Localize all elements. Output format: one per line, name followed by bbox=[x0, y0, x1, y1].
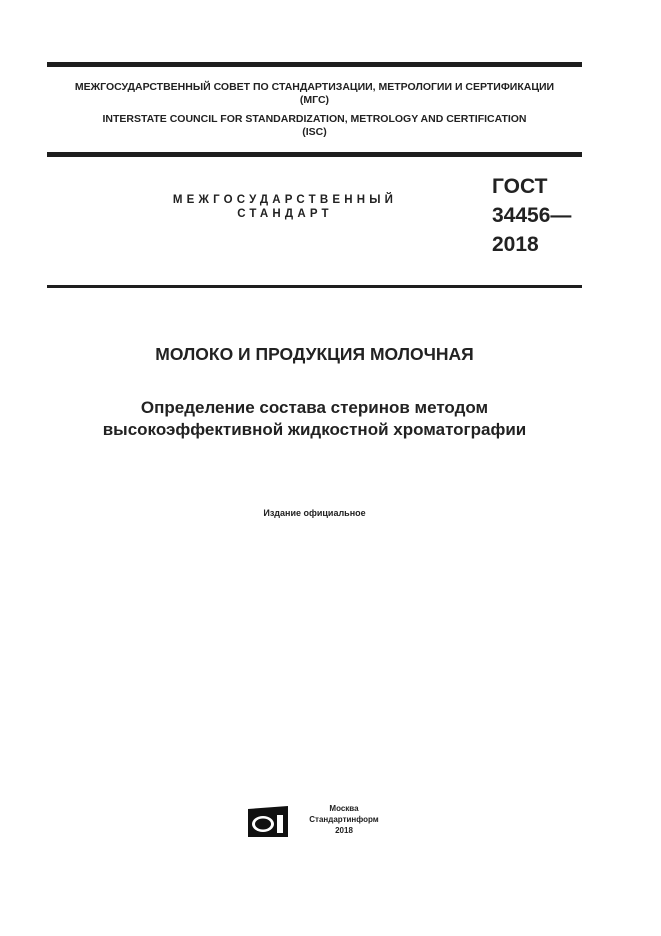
publisher-name: Стандартинформ bbox=[309, 815, 379, 824]
gost-number: 34456— bbox=[492, 204, 572, 227]
council-en-abbr: (ISC) bbox=[302, 126, 327, 138]
document-title: МОЛОКО И ПРОДУКЦИЯ МОЛОЧНАЯ bbox=[155, 344, 474, 364]
publisher-city: Москва bbox=[329, 804, 359, 813]
document-subtitle-line1: Определение состава стеринов методом bbox=[140, 398, 489, 417]
edition-note: Издание официальное bbox=[263, 508, 366, 518]
bottom-rule bbox=[47, 285, 582, 288]
council-ru: МЕЖГОСУДАРСТВЕННЫЙ СОВЕТ ПО СТАНДАРТИЗАЦИИ, МЕТРОЛОГИИ И СЕРТИФИКАЦИИ bbox=[74, 81, 555, 93]
standard-type-line2: СТАНДАРТ bbox=[237, 208, 333, 220]
standartinform-logo bbox=[247, 805, 289, 838]
gost-designation bbox=[492, 172, 571, 259]
gost-label: ГОСТ bbox=[492, 175, 548, 198]
council-ru-abbr: (МГС) bbox=[299, 94, 330, 106]
standard-type-line1: МЕЖГОСУДАРСТВЕННЫЙ bbox=[172, 194, 398, 206]
top-rule bbox=[47, 62, 582, 67]
publisher-year: 2018 bbox=[335, 826, 353, 835]
document-subtitle-line2: высокоэффективной жидкостной хроматографии bbox=[102, 420, 527, 439]
gost-year: 2018 bbox=[492, 233, 539, 256]
council-en: INTERSTATE COUNCIL FOR STANDARDIZATION, METROLOGY AND CERTIFICATION bbox=[102, 113, 527, 125]
middle-rule bbox=[47, 152, 582, 157]
publisher-block bbox=[304, 803, 384, 836]
